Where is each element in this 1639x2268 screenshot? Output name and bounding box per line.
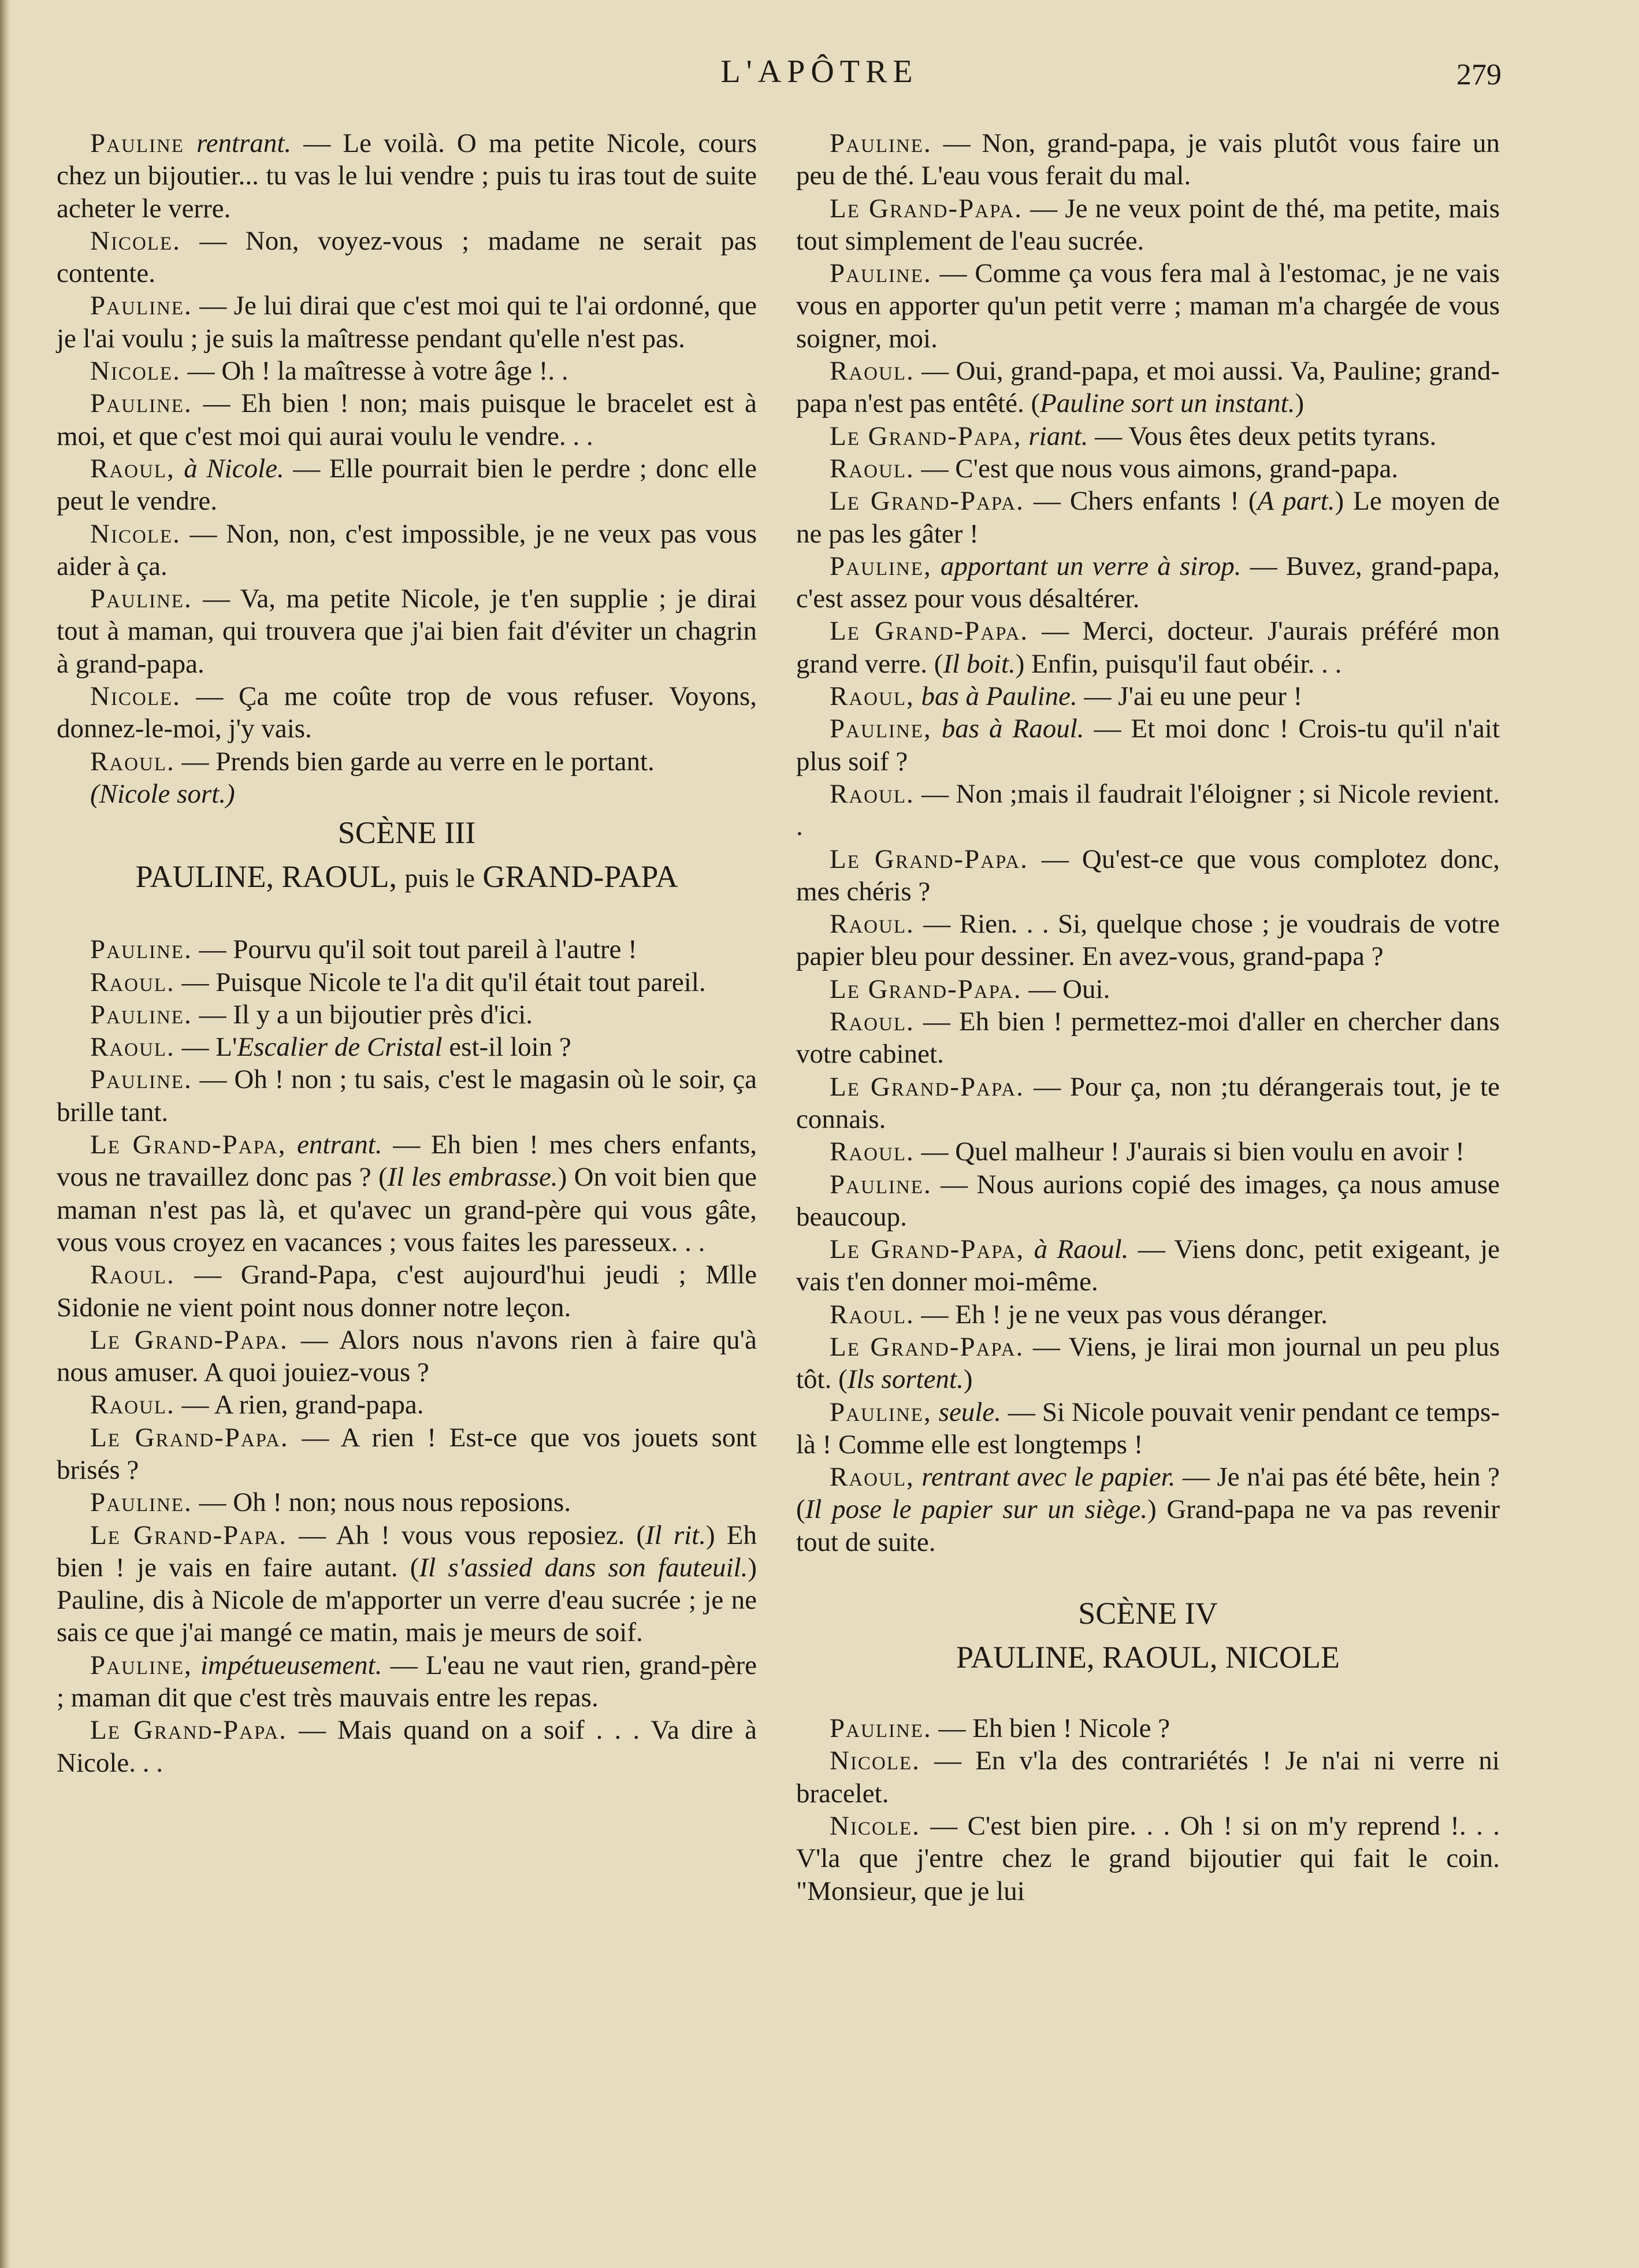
stage-direction	[57, 778, 757, 810]
speaker-name: Le Grand-Papa.	[90, 1324, 288, 1355]
speaker-name: Raoul.	[90, 1032, 175, 1063]
dialogue-line	[57, 127, 757, 225]
dialogue-line	[57, 225, 757, 290]
dialogue-text: — C'est bien pire. . . Oh ! si on m'y reprend !. . . V'la que j'entre chez le grand bijoutier qui fait le coin. "Monsieur, que je lui	[796, 1810, 1500, 1906]
dialogue-text: — Va, ma petite Nicole, je t'en supplie ; je dirai tout à maman, qui trouvera que j'ai bien fait d'éviter un chagrin à grand-papa.	[57, 584, 757, 679]
stage-direction: seule.	[938, 1397, 1001, 1427]
speaker-name: Nicole.	[90, 225, 181, 256]
dialogue-text: — Comme ça vous fera mal à l'estomac, je ne vais vous en apporter qu'un petit verre ; maman m'a chargée de vous soigner, moi.	[796, 258, 1500, 354]
dialogue-text: — L'eau ne vaut rien, grand-père ; maman dit que c'est très mauvais entre les repas.	[57, 1650, 757, 1713]
stage-direction: apportant un verre à sirop.	[940, 551, 1242, 581]
spacer	[796, 1558, 1500, 1591]
dialogue-text: — Buvez, grand-papa, c'est assez pour vous désaltérer.	[796, 551, 1500, 614]
dialogue-text: — Eh ! je ne veux pas vous déranger.	[914, 1299, 1328, 1330]
speaker-name: Raoul,	[90, 453, 175, 484]
dialogue-line	[796, 973, 1500, 1005]
dialogue-text: — Grand-Papa, c'est aujourd'hui jeudi ; Mlle Sidonie ne vient point nous donner notre leçon.	[57, 1260, 757, 1323]
dialogue-line	[796, 452, 1500, 485]
speaker-name: Raoul.	[830, 453, 915, 484]
dialogue-text: — Je n'ai pas été bête, hein ? (	[796, 1462, 1500, 1525]
dialogue-text: — Ah ! vous vous reposiez. (	[287, 1520, 645, 1550]
stage-direction: rentrant avec le papier.	[921, 1462, 1176, 1493]
dialogue-line	[57, 1519, 757, 1649]
dialogue-text: — Oui.	[1021, 974, 1110, 1004]
cast-names: PAULINE, RAOUL,	[135, 859, 397, 894]
dialogue-text: — Oui, grand-papa, et moi aussi. Va, Pauline; grand-papa n'est pas entêté. (	[796, 356, 1500, 419]
dialogue-line	[796, 355, 1500, 420]
dialogue-text: — Alors nous n'avons rien à faire qu'à nous amuser. A quoi jouiez-vous ?	[57, 1324, 757, 1388]
dialogue-line	[57, 1063, 757, 1129]
speaker-name: Pauline.	[90, 1487, 192, 1518]
stage-direction: à Raoul.	[1034, 1234, 1129, 1265]
stage-direction: Il rit.	[645, 1520, 706, 1550]
dialogue-line	[57, 582, 757, 680]
speaker-name: Le Grand-Papa.	[830, 1071, 1024, 1102]
dialogue-line	[796, 550, 1500, 615]
speaker-name: Le Grand-Papa.	[90, 1715, 287, 1746]
dialogue-line	[796, 192, 1500, 258]
dialogue-text: — Il y a un bijoutier près d'ici.	[192, 999, 533, 1030]
cast-connector: puis le	[404, 863, 475, 893]
dialogue-line	[796, 1135, 1500, 1168]
dialogue-text: ) Pauline, dis à Nicole de m'apporter un verre d'eau sucrée ; je ne sais ce que j'ai mangé ce matin, mais je meurs de soif.	[57, 1552, 757, 1648]
page-spine-shadow	[0, 0, 10, 2268]
dialogue-line	[796, 1744, 1500, 1810]
dialogue-text: — Oh ! non; nous nous reposions.	[192, 1487, 571, 1518]
dialogue-text: — Le voilà. O ma petite Nicole, cours chez un bijoutier... tu vas le lui vendre ; puis tu iras tout de suite acheter le verre.	[57, 128, 757, 224]
dialogue-line	[57, 1324, 757, 1389]
dialogue-line	[57, 452, 757, 518]
speaker-name: Pauline.	[90, 934, 192, 965]
speaker-name: Raoul.	[830, 778, 915, 809]
speaker-name: Raoul.	[90, 1390, 175, 1420]
stage-direction: Ils sortent.	[847, 1364, 964, 1395]
speaker-name: Le Grand-Papa.	[90, 1520, 287, 1550]
stage-direction: Pauline sort un instant.	[1040, 388, 1295, 419]
speaker-name: Le Grand-Papa.	[830, 486, 1024, 517]
dialogue-line	[57, 1421, 757, 1487]
dialogue-line	[796, 420, 1500, 452]
scene-cast	[796, 1638, 1500, 1676]
dialogue-text: ) Le moyen de ne pas les gâter !	[796, 486, 1500, 549]
dialogue-line	[57, 355, 757, 387]
dialogue-line	[796, 778, 1500, 843]
dialogue-text: — Viens donc, petit exigeant, je vais t'en donner moi-même.	[796, 1234, 1500, 1297]
speaker-name: Pauline.	[90, 291, 192, 321]
speaker-name: Raoul.	[830, 909, 915, 940]
running-title: L'APÔTRE	[720, 54, 919, 90]
left-column	[57, 127, 757, 1779]
speaker-name: Nicole.	[830, 1746, 920, 1776]
stage-direction: Escalier de Cristal	[237, 1032, 443, 1063]
dialogue-text: ) Eh bien ! je vais en faire autant. (	[57, 1520, 757, 1583]
page-number: 279	[1456, 58, 1502, 91]
speaker-name: Pauline.	[90, 584, 192, 614]
dialogue-text: — Pourvu qu'il soit tout pareil à l'autre !	[192, 934, 637, 965]
dialogue-line	[796, 1071, 1500, 1136]
dialogue-text: — Ça me coûte trop de vous refuser. Voyons, donnez-le-moi, j'y vais.	[57, 681, 757, 744]
scene-heading: SCÈNE III	[337, 815, 476, 851]
dialogue-text: — Rien. . . Si, quelque chose ; je voudrais de votre papier bleu pour dessiner. En avez-vous, grand-papa ?	[796, 909, 1500, 972]
stage-direction: impétueusement.	[200, 1650, 382, 1680]
speaker-name: Raoul,	[830, 1462, 915, 1493]
speaker-name: Raoul.	[90, 967, 175, 997]
stage-direction: Il s'assied dans son fauteuil.	[419, 1552, 748, 1583]
speaker-name: Le Grand-Papa,	[830, 421, 1022, 451]
dialogue-line	[57, 1031, 757, 1063]
dialogue-line	[57, 1389, 757, 1421]
stage-direction: Il pose le papier sur un siège.	[805, 1494, 1148, 1525]
dialogue-text: — Et moi donc ! Crois-tu qu'il n'ait plus soif ?	[796, 714, 1500, 777]
dialogue-line	[57, 1259, 757, 1324]
speaker-name: Le Grand-Papa.	[90, 1422, 289, 1453]
dialogue-line	[796, 1168, 1500, 1234]
cast-names: GRAND-PAPA	[482, 859, 678, 894]
dialogue-line	[796, 843, 1500, 908]
dialogue-text: — Eh bien ! Nicole ?	[931, 1713, 1170, 1744]
speaker-name: Pauline.	[830, 128, 932, 158]
dialogue-line	[57, 998, 757, 1031]
speaker-name: Pauline.	[90, 388, 192, 419]
dialogue-line	[57, 745, 757, 778]
dialogue-text: — Quel malheur ! J'aurais si bien voulu en avoir !	[914, 1137, 1465, 1167]
speaker-name: Pauline.	[830, 258, 932, 289]
stage-direction: entrant.	[297, 1130, 382, 1160]
speaker-name: Le Grand-Papa,	[830, 1234, 1025, 1265]
speaker-name: Pauline,	[830, 1397, 932, 1427]
stage-direction: Il boit.	[943, 648, 1016, 679]
speaker-name: Le Grand-Papa.	[830, 974, 1022, 1004]
stage-direction: A part.	[1257, 486, 1335, 517]
dialogue-text: — Mais quand on a soif . . . Va dire à Nicole. . .	[57, 1715, 757, 1778]
dialogue-text: ) Enfin, puisqu'il faut obéir. . .	[1015, 648, 1342, 679]
dialogue-line	[796, 1233, 1500, 1298]
dialogue-text: — Eh bien ! non; mais puisque le bracelet est à moi, et que c'est moi qui aurai voulu le vendre. . .	[57, 388, 757, 451]
speaker-name: Raoul.	[830, 1299, 915, 1330]
dialogue-line	[796, 485, 1500, 550]
stage-direction: bas à Raoul.	[941, 714, 1084, 744]
dialogue-text: — Non, voyez-vous ; madame ne serait pas contente.	[57, 225, 757, 289]
dialogue-text: — Pour ça, non ;tu dérangerais tout, je te connais.	[796, 1071, 1500, 1134]
stage-direction: riant.	[1028, 421, 1088, 451]
dialogue-line	[796, 1810, 1500, 1907]
dialogue-line	[796, 908, 1500, 973]
speaker-name: Pauline,	[90, 1650, 192, 1680]
stage-direction-text: (Nicole sort.)	[90, 778, 235, 809]
dialogue-text: )	[1295, 388, 1304, 419]
scene-heading: SCÈNE IV	[1078, 1596, 1218, 1631]
dialogue-line	[796, 1005, 1500, 1071]
dialogue-line	[57, 1486, 757, 1519]
dialogue-text: — Eh bien ! permettez-moi d'aller en chercher dans votre cabinet.	[796, 1007, 1500, 1070]
dialogue-line	[57, 387, 757, 452]
speaker-name: Raoul.	[830, 1007, 915, 1037]
dialogue-text: ) On voit bien que maman n'est pas là, et qu'avec un grand-père qui vous gâte, vous vous croyez en vacances ; vous faites les paresseux. . .	[57, 1162, 757, 1257]
dialogue-text: — C'est que nous vous aimons, grand-papa.	[914, 453, 1399, 484]
dialogue-line	[57, 1649, 757, 1714]
speaker-name: Le Grand-Papa,	[90, 1130, 287, 1160]
dialogue-text: — Vous êtes deux petits tyrans.	[1088, 421, 1437, 451]
dialogue-line	[796, 615, 1500, 680]
dialogue-text: — Qu'est-ce que vous complotez donc, mes chéris ?	[796, 844, 1500, 907]
stage-direction: Il les embrasse.	[387, 1162, 558, 1193]
dialogue-text: — J'ai eu une peur !	[1077, 681, 1303, 712]
speaker-name: Pauline,	[830, 551, 932, 581]
dialogue-line	[796, 712, 1500, 778]
speaker-name: Raoul.	[90, 746, 175, 777]
speaker-name: Nicole.	[830, 1810, 920, 1841]
dialogue-text: — Je ne veux point de thé, ma petite, mais tout simplement de l'eau sucrée.	[796, 193, 1500, 256]
right-column	[796, 127, 1500, 1907]
dialogue-text: — L'	[174, 1032, 237, 1063]
dialogue-text: — Puisque Nicole te l'a dit qu'il était tout pareil.	[174, 967, 706, 997]
speaker-name: Raoul.	[90, 1260, 175, 1290]
speaker-name: Nicole.	[90, 356, 181, 387]
dialogue-text: — Viens, je lirai mon journal un peu plus tôt. (	[796, 1331, 1500, 1395]
dialogue-line	[57, 1714, 757, 1779]
stage-direction: à Nicole.	[184, 453, 284, 484]
dialogue-text: — En v'la des contrariétés ! Je n'ai ni verre ni bracelet.	[796, 1746, 1500, 1809]
dialogue-text: — Oh ! non ; tu sais, c'est le magasin où le soir, ça brille tant.	[57, 1064, 757, 1127]
stage-direction: bas à Pauline.	[921, 681, 1077, 712]
dialogue-text: — Prends bien garde au verre en le portant.	[174, 746, 655, 777]
dialogue-text: — Je lui dirai que c'est moi qui te l'ai ordonné, que je l'ai voulu ; je suis la maîtresse pendant qu'elle n'est pas.	[57, 291, 757, 354]
dialogue-line	[796, 680, 1500, 712]
dialogue-text: )	[963, 1364, 973, 1395]
dialogue-line	[796, 1712, 1500, 1744]
dialogue-line	[57, 1129, 757, 1259]
dialogue-text: — Chers enfants ! (	[1024, 486, 1258, 517]
dialogue-text: — Elle pourrait bien le perdre ; donc elle peut le vendre.	[57, 453, 757, 517]
speaker-name: Pauline	[90, 128, 184, 158]
dialogue-text: — A rien ! Est-ce que vos jouets sont brisés ?	[57, 1422, 757, 1485]
speaker-name: Raoul,	[830, 681, 915, 712]
speaker-name: Le Grand-Papa.	[830, 616, 1029, 647]
speaker-name: Nicole.	[90, 518, 181, 549]
cast-names: PAULINE, RAOUL, NICOLE	[956, 1640, 1340, 1675]
dialogue-line	[57, 289, 757, 355]
speaker-name: Nicole.	[90, 681, 181, 712]
dialogue-text: — Non, non, c'est impossible, je ne veux pas vous aider à ça.	[57, 518, 757, 581]
speaker-name: Le Grand-Papa.	[830, 844, 1028, 874]
speaker-name: Pauline.	[830, 1713, 932, 1744]
dialogue-line	[57, 518, 757, 583]
speaker-name: Raoul.	[830, 356, 915, 387]
stage-direction: rentrant.	[196, 128, 292, 158]
dialogue-text: — A rien, grand-papa.	[174, 1390, 424, 1420]
dialogue-line	[796, 1461, 1500, 1558]
dialogue-text: — Non, grand-papa, je vais plutôt vous faire un peu de thé. L'eau vous ferait du mal.	[796, 128, 1500, 191]
dialogue-text: — Oh ! la maîtresse à votre âge !. .	[180, 356, 568, 387]
dialogue-line	[57, 966, 757, 998]
dialogue-line	[796, 1396, 1500, 1461]
speaker-name: Raoul.	[830, 1137, 915, 1167]
speaker-name: Pauline.	[830, 1169, 932, 1200]
speaker-name: Pauline.	[90, 1064, 192, 1095]
dialogue-text: — Merci, docteur. J'aurais préféré mon grand verre. (	[796, 616, 1500, 679]
dialogue-line	[796, 127, 1500, 192]
speaker-name: Le Grand-Papa.	[830, 193, 1023, 224]
dialogue-line	[796, 1331, 1500, 1396]
dialogue-text: ) Grand-papa ne va pas revenir tout de suite.	[796, 1494, 1500, 1557]
speaker-name: Pauline,	[830, 714, 932, 744]
speaker-name: Le Grand-Papa.	[830, 1331, 1024, 1362]
dialogue-text: — Si Nicole pouvait venir pendant ce temps-là ! Comme elle est longtemps !	[796, 1397, 1500, 1460]
dialogue-text: est-il loin ?	[442, 1032, 571, 1063]
dialogue-line	[796, 257, 1500, 355]
speaker-name: Pauline.	[90, 999, 192, 1030]
scene-cast	[57, 858, 757, 897]
dialogue-text: — Eh bien ! mes chers enfants, vous ne travaillez donc pas ? (	[57, 1130, 757, 1193]
dialogue-text: — Nous aurions copié des images, ça nous amuse beaucoup.	[796, 1169, 1500, 1232]
dialogue-line	[796, 1298, 1500, 1331]
dialogue-text: — Non ;mais il faudrait l'éloigner ; si Nicole revient. .	[796, 778, 1500, 842]
dialogue-line	[57, 680, 757, 745]
dialogue-line	[57, 933, 757, 966]
